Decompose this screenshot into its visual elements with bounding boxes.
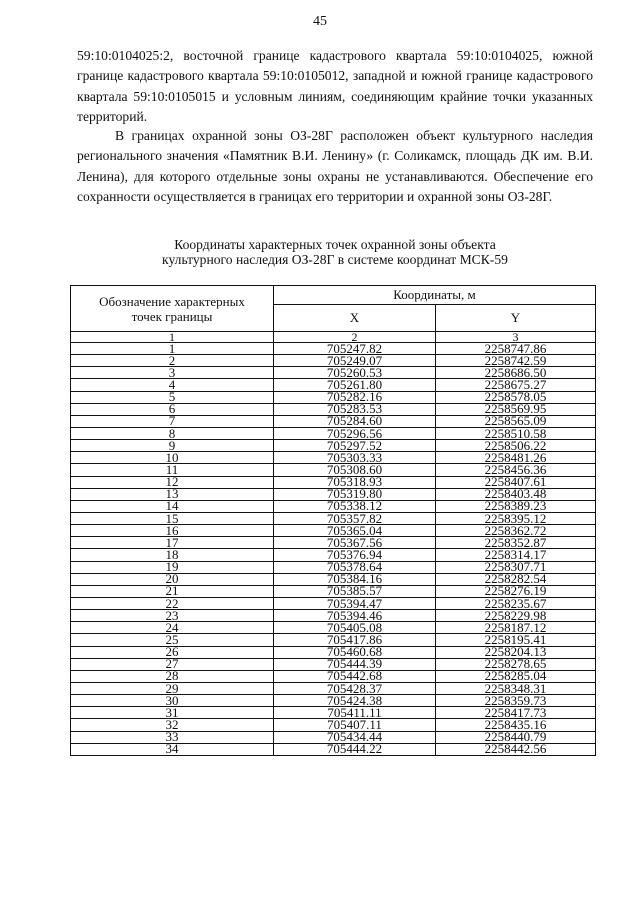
point-number-cell: 14 [71, 500, 274, 512]
y-coordinate-cell: 2258307.71 [436, 561, 596, 573]
y-coordinate-cell: 2258395.12 [436, 512, 596, 524]
y-coordinate-cell: 2258569.95 [436, 403, 596, 415]
y-coordinate-cell: 2258403.48 [436, 488, 596, 500]
point-number-cell: 31 [71, 707, 274, 719]
x-coordinate-cell: 705444.22 [274, 743, 436, 755]
header-coordinates: Координаты, м [274, 286, 596, 305]
point-number-cell: 7 [71, 415, 274, 427]
y-coordinate-cell: 2258204.13 [436, 646, 596, 658]
point-number-cell: 20 [71, 573, 274, 585]
point-number-cell: 10 [71, 452, 274, 464]
point-number-cell: 13 [71, 488, 274, 500]
y-coordinate-cell: 2258285.04 [436, 670, 596, 682]
x-coordinate-cell: 705384.16 [274, 573, 436, 585]
table-title-line1: Координаты характерных точек охранной зоны объекта [174, 237, 496, 252]
point-number-cell: 28 [71, 670, 274, 682]
point-number-cell: 30 [71, 695, 274, 707]
x-coordinate-cell: 705303.33 [274, 452, 436, 464]
x-coordinate-cell: 705284.60 [274, 415, 436, 427]
x-coordinate-cell: 705319.80 [274, 488, 436, 500]
y-coordinate-cell: 2258195.41 [436, 634, 596, 646]
point-number-cell: 16 [71, 525, 274, 537]
x-coordinate-cell: 705247.82 [274, 343, 436, 355]
y-coordinate-cell: 2258417.73 [436, 707, 596, 719]
x-coordinate-cell: 705282.16 [274, 391, 436, 403]
x-coordinate-cell: 705394.46 [274, 610, 436, 622]
y-coordinate-cell: 2258229.98 [436, 610, 596, 622]
point-number-cell: 25 [71, 634, 274, 646]
point-number-cell: 23 [71, 610, 274, 622]
y-coordinate-cell: 2258282.54 [436, 573, 596, 585]
x-coordinate-cell: 705394.47 [274, 597, 436, 609]
x-coordinate-cell: 705460.68 [274, 646, 436, 658]
y-coordinate-cell: 2258440.79 [436, 731, 596, 743]
point-number-cell: 2 [71, 355, 274, 367]
x-coordinate-cell: 705378.64 [274, 561, 436, 573]
y-coordinate-cell: 2258348.31 [436, 682, 596, 694]
x-coordinate-cell: 705407.11 [274, 719, 436, 731]
table-title-line2: культурного наследия ОЗ-28Г в системе координат МСК-59 [162, 251, 508, 267]
x-coordinate-cell: 705365.04 [274, 525, 436, 537]
point-number-cell: 29 [71, 682, 274, 694]
table-row [71, 743, 596, 755]
point-number-cell: 22 [71, 597, 274, 609]
x-coordinate-cell: 705434.44 [274, 731, 436, 743]
point-number-cell: 27 [71, 658, 274, 670]
page-number: 45 [313, 14, 327, 29]
x-coordinate-cell: 705417.86 [274, 634, 436, 646]
x-coordinate-cell: 705376.94 [274, 549, 436, 561]
paragraph-boundaries: 59:10:0104025:2, восточной границе кадастрового квартала 59:10:0104025, южной границе кадастрового квартала 59:10:0105012, западной и южной границе кадастрового квартала 59:10:0105015 и условным линиям, соединяющим крайние точки указанных территорий. [77, 48, 593, 125]
y-coordinate-cell: 2258481.26 [436, 452, 596, 464]
y-coordinate-cell: 2258407.61 [436, 476, 596, 488]
y-coordinate-cell: 2258565.09 [436, 415, 596, 427]
point-number-cell: 24 [71, 622, 274, 634]
x-coordinate-cell: 705249.07 [274, 355, 436, 367]
x-coordinate-cell: 705283.53 [274, 403, 436, 415]
x-coordinate-cell: 705261.80 [274, 379, 436, 391]
x-coordinate-cell: 705357.82 [274, 512, 436, 524]
column-number-1: 1 [71, 332, 274, 343]
point-number-cell: 12 [71, 476, 274, 488]
coordinates-body [71, 329, 596, 757]
point-number-cell: 3 [71, 367, 274, 379]
x-coordinate-cell: 705385.57 [274, 585, 436, 597]
y-coordinate-cell: 2258389.23 [436, 500, 596, 512]
y-coordinate-cell: 2258742.59 [436, 355, 596, 367]
y-coordinate-cell: 2258235.67 [436, 597, 596, 609]
point-number-cell: 34 [71, 743, 274, 755]
point-number-cell: 6 [71, 403, 274, 415]
point-number-cell: 5 [71, 391, 274, 403]
y-coordinate-cell: 2258435.16 [436, 719, 596, 731]
x-coordinate-cell: 705424.38 [274, 695, 436, 707]
y-coordinate-cell: 2258314.17 [436, 549, 596, 561]
x-coordinate-cell: 705338.12 [274, 500, 436, 512]
x-coordinate-cell: 705444.39 [274, 658, 436, 670]
point-number-cell: 32 [71, 719, 274, 731]
x-coordinate-cell: 705297.52 [274, 440, 436, 452]
y-coordinate-cell: 2258442.56 [436, 743, 596, 755]
y-coordinate-cell: 2258352.87 [436, 537, 596, 549]
y-coordinate-cell: 2258456.36 [436, 464, 596, 476]
point-number-cell: 4 [71, 379, 274, 391]
point-number-cell: 9 [71, 440, 274, 452]
x-coordinate-cell: 705442.68 [274, 670, 436, 682]
y-coordinate-cell: 2258675.27 [436, 379, 596, 391]
y-coordinate-cell: 2258578.05 [436, 391, 596, 403]
x-coordinate-cell: 705308.60 [274, 464, 436, 476]
x-coordinate-cell: 705405.08 [274, 622, 436, 634]
point-number-cell: 1 [71, 343, 274, 355]
x-coordinate-cell: 705367.56 [274, 537, 436, 549]
y-coordinate-cell: 2258686.50 [436, 367, 596, 379]
point-number-cell: 26 [71, 646, 274, 658]
column-number-3: 3 [436, 332, 596, 343]
y-coordinate-cell: 2258506.22 [436, 440, 596, 452]
table-title [77, 238, 593, 268]
x-coordinate-cell: 705260.53 [274, 367, 436, 379]
point-number-cell: 18 [71, 549, 274, 561]
x-coordinate-cell: 705296.56 [274, 427, 436, 439]
y-coordinate-cell: 2258510.58 [436, 427, 596, 439]
column-number-2: 2 [274, 332, 436, 343]
x-coordinate-cell: 705318.93 [274, 476, 436, 488]
x-coordinate-cell: 705428.37 [274, 682, 436, 694]
point-number-cell: 15 [71, 512, 274, 524]
y-coordinate-cell: 2258278.65 [436, 658, 596, 670]
y-coordinate-cell: 2258747.86 [436, 343, 596, 355]
point-number-cell: 21 [71, 585, 274, 597]
header-points: Обозначение характерных точек границы [71, 286, 274, 332]
header-y: Y [436, 305, 596, 332]
point-number-cell: 8 [71, 427, 274, 439]
x-coordinate-cell: 705411.11 [274, 707, 436, 719]
point-number-cell: 33 [71, 731, 274, 743]
y-coordinate-cell: 2258276.19 [436, 585, 596, 597]
y-coordinate-cell: 2258187.12 [436, 622, 596, 634]
y-coordinate-cell: 2258359.73 [436, 695, 596, 707]
point-number-cell: 17 [71, 537, 274, 549]
point-number-cell: 19 [71, 561, 274, 573]
header-x: X [274, 305, 436, 332]
y-coordinate-cell: 2258362.72 [436, 525, 596, 537]
coordinates-table [70, 285, 596, 756]
point-number-cell: 11 [71, 464, 274, 476]
paragraph-monument: В границах охранной зоны ОЗ-28Г расположен объект культурного наследия регионального значения «Памятник В.И. Ленину» (г. Соликамск, площадь ДК им. В.И. Ленина), для которого отдельные зоны охраны не устанавливаются. Обеспечение его сохранности осуществляется в границах его территории и охранной зоны ОЗ-28Г. [77, 128, 593, 205]
